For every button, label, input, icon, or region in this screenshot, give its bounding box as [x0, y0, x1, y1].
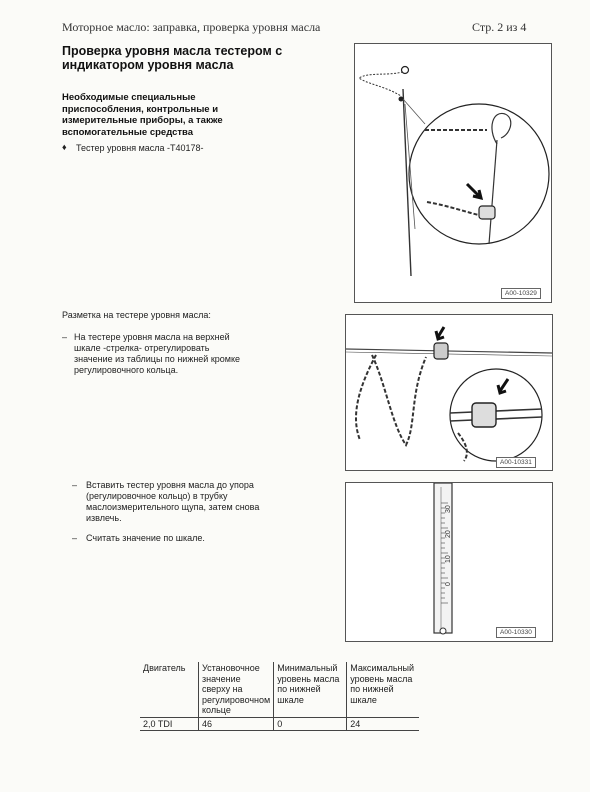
table-header-row [140, 662, 419, 717]
table-cell: 46 [199, 717, 274, 731]
table-header: Минимальный уровень масла по нижней шкале [274, 662, 347, 717]
table-cell: 0 [274, 717, 347, 731]
dash-marker: – [62, 332, 68, 342]
scale-label-10: 10 [445, 555, 452, 563]
table-header: Установочное значение сверху на регулировочном кольце [199, 662, 274, 717]
spec-table [140, 662, 419, 731]
table-cell: 24 [347, 717, 420, 731]
section-title: Проверка уровня масла тестером с индикатором уровня масла [62, 44, 283, 72]
figure-adjust-ring [345, 314, 553, 471]
table-row [140, 717, 419, 731]
table-header: Максимальный уровень масла по нижней шкале [347, 662, 420, 717]
tool-item: Тестер уровня масла -T40178- [76, 143, 204, 153]
bullet-icon: ♦ [62, 142, 67, 152]
dash-marker: – [72, 533, 78, 543]
marking-step: На тестере уровня масла на верхней шкале -стрелка- отрегулировать значение из таблицы по нижней кромке регулировочного кольца. [74, 332, 241, 375]
scale-label-20: 20 [445, 530, 452, 538]
tools-heading: Необходимые специальные приспособления, контрольные и измерительные приборы, а также вспомогательные средства [62, 92, 223, 138]
figure-id: A00-10329 [501, 288, 541, 299]
oil-tester-chain-illustration [355, 44, 551, 302]
step-read: Считать значение по шкале. [86, 533, 205, 543]
table-header: Двигатель [140, 662, 199, 717]
page-header-title: Моторное масло: заправка, проверка уровня масла [62, 20, 321, 34]
dash-marker: – [72, 480, 78, 490]
page-number: Стр. 2 из 4 [472, 20, 527, 34]
figure-scale [345, 482, 553, 642]
scale-illustration [346, 483, 552, 641]
figure-id: A00-10330 [496, 627, 536, 638]
scale-label-30: 30 [445, 505, 452, 513]
marking-heading: Разметка на тестере уровня масла: [62, 310, 211, 320]
adjust-ring-illustration [346, 315, 552, 470]
step-insert: Вставить тестер уровня масла до упора (регулировочное кольцо) в трубку маслоизмерительного щупа, затем снова извлечь. [86, 480, 260, 523]
figure-id: A00-10331 [496, 457, 536, 468]
scale-label-0: 0 [445, 582, 452, 586]
spec-table-wrapper [140, 662, 420, 731]
figure-oil-tester-chain [354, 43, 552, 303]
table-cell: 2,0 TDI [140, 717, 199, 731]
